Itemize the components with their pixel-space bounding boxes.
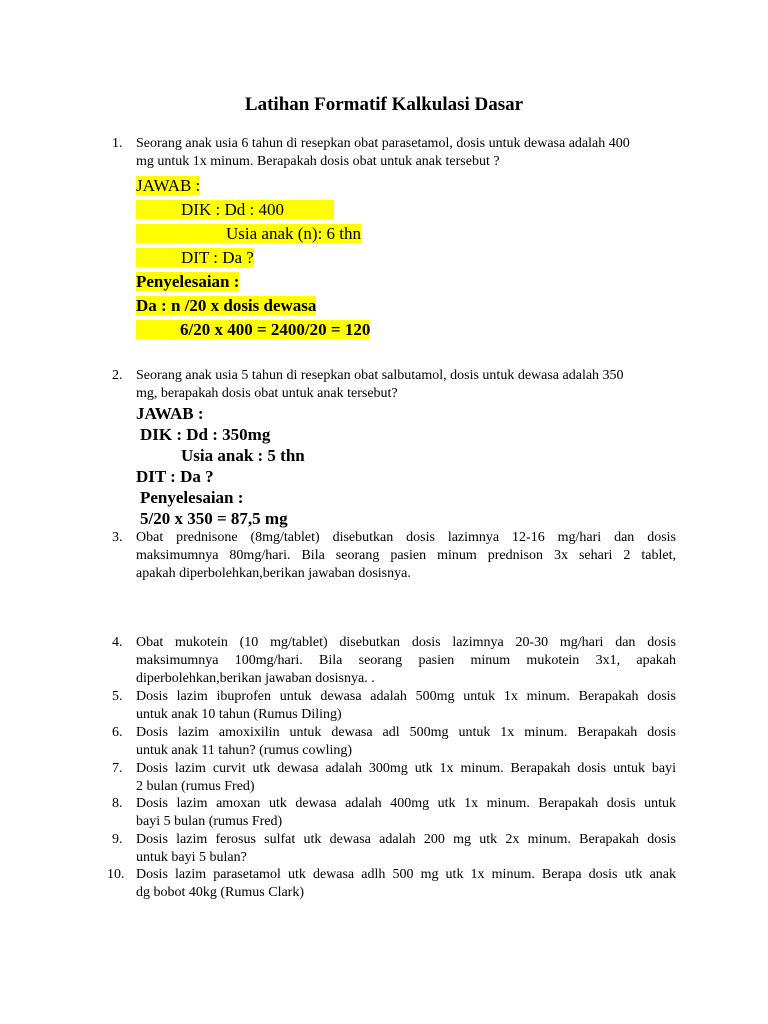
question-line: maksimumnya 80mg/hari. Bila seorang pasien minum prednison 3x sehari 2 tablet, — [136, 548, 676, 563]
answer-1-given: DIK : Dd : 400 — [136, 198, 334, 222]
answer-2-label: JAWAB : — [136, 404, 204, 423]
question-text — [136, 529, 676, 583]
question-line: mg untuk 1x minum. Berapakah dosis obat untuk anak tersebut ? — [136, 154, 500, 169]
question-line: bayi 5 bulan (rumus Fred) — [136, 814, 283, 829]
answer-2-asked: DIT : Da ? — [136, 467, 214, 486]
question-text — [136, 831, 676, 867]
question-number: 6. — [112, 725, 123, 740]
document-title: Latihan Formatif Kalkulasi Dasar — [244, 94, 524, 115]
question-number: 5. — [112, 689, 123, 704]
answer-2-age: Usia anak : 5 thn — [181, 446, 305, 465]
answer-1-formula: Da : n /20 x dosis dewasa — [136, 296, 317, 315]
question-text — [136, 688, 676, 724]
question-line: Dosis lazim parasetamol utk dewasa adlh 500 mg utk 1x minum. Berapa dosis utk anak — [136, 867, 676, 882]
question-text — [136, 634, 676, 688]
question-line: mg, berapakah dosis obat untuk anak tersebut? — [136, 386, 398, 401]
answer-1-solution-label: Penyelesaian : — [136, 272, 240, 291]
question-text — [136, 760, 676, 796]
question-line: Dosis lazim amoxixilin untuk dewasa adl 500mg untuk 1x minum. Berapakah dosis — [136, 725, 676, 740]
question-number: 1. — [112, 136, 123, 151]
question-line: Obat mukotein (10 mg/tablet) disebutkan dosis lazimnya 20-30 mg/hari dan dosis — [136, 635, 676, 650]
question-number: 8. — [112, 796, 123, 811]
question-number: 7. — [112, 761, 123, 776]
question-number: 9. — [112, 832, 123, 847]
question-line: 2 bulan (rumus Fred) — [136, 779, 255, 794]
question-line: Obat prednisone (8mg/tablet) disebutkan dosis lazimnya 12-16 mg/hari dan dosis — [136, 530, 676, 545]
question-line: Seorang anak usia 6 tahun di resepkan obat parasetamol, dosis untuk dewasa adalah 400 — [136, 136, 630, 151]
question-text — [136, 795, 676, 831]
answer-1-asked: DIT : Da ? — [136, 246, 254, 270]
question-line: Seorang anak usia 5 tahun di resepkan obat salbutamol, dosis untuk dewasa adalah 350 — [136, 368, 624, 383]
question-text — [136, 135, 676, 171]
answer-1-age: Usia anak (n): 6 thn — [136, 222, 361, 246]
answer-2-given: DIK : Dd : 350mg — [140, 425, 271, 444]
question-line: Dosis lazim ibuprofen untuk dewasa adalah 500mg untuk 1x minum. Berapakah dosis — [136, 689, 676, 704]
question-line: apakah diperbolehkan,berikan jawaban dosisnya. — [136, 566, 411, 581]
question-line: dg bobot 40kg (Rumus Clark) — [136, 885, 304, 900]
answer-1-label: JAWAB : — [136, 176, 201, 195]
question-text — [136, 724, 676, 760]
question-line: Dosis lazim amoxan utk dewasa adalah 400mg utk 1x minum. Berapakah dosis untuk — [136, 796, 676, 811]
question-line: diperbolehkan,berikan jawaban dosisnya. . — [136, 671, 375, 686]
question-line: maksimumnya 100mg/hari. Bila seorang pasien minum mukotein 3x1, apakah — [136, 653, 676, 668]
answer-2-result: 5/20 x 350 = 87,5 mg — [140, 509, 288, 528]
question-text — [136, 367, 676, 403]
question-line: untuk anak 10 tahun (Rumus Diling) — [136, 707, 342, 722]
question-text — [136, 866, 676, 902]
answer-1-result: 6/20 x 400 = 2400/20 = 120 — [136, 318, 370, 342]
question-line: untuk bayi 5 bulan? — [136, 850, 247, 865]
answer-2-solution-label: Penyelesaian : — [140, 488, 244, 507]
question-number: 4. — [112, 635, 123, 650]
question-line: Dosis lazim ferosus sulfat utk dewasa adalah 200 mg utk 2x minum. Berapakah dosis — [136, 832, 676, 847]
question-number: 10. — [107, 867, 125, 882]
question-line: untuk anak 11 tahun? (rumus cowling) — [136, 743, 353, 758]
question-number: 2. — [112, 368, 123, 383]
question-number: 3. — [112, 530, 123, 545]
question-line: Dosis lazim curvit utk dewasa adalah 300mg utk 1x minum. Berapakah dosis untuk bayi — [136, 761, 676, 776]
